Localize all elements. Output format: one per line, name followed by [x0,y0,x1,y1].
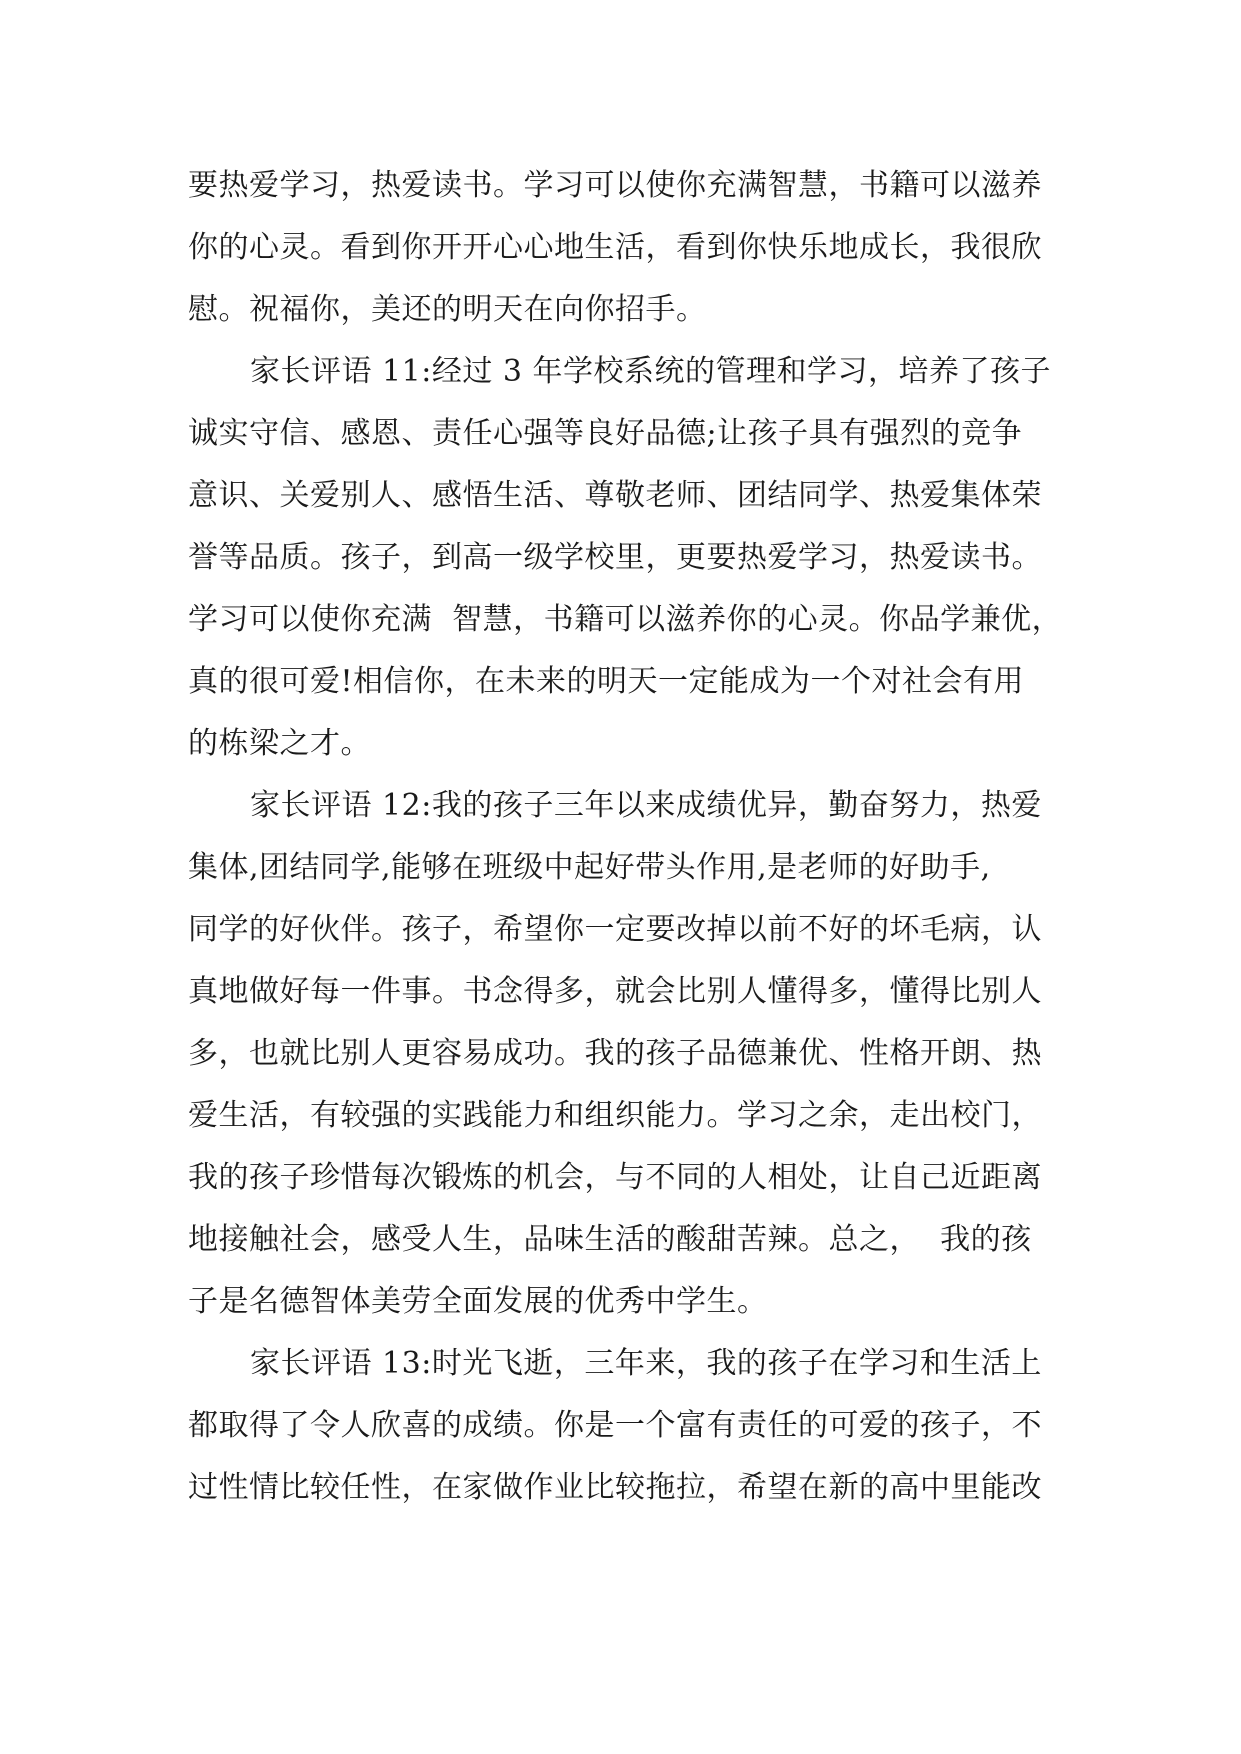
paragraph-line: 我的孩子珍惜每次锻炼的机会，与不同的人相处，让自己近距离 [188,1160,1042,1195]
paragraph-line: 意识、关爱别人、感悟生活、尊敬老师、团结同学、热爱集体荣 [188,478,1042,513]
paragraph-first-line: 家长评语 13:时光飞逝，三年来，我的孩子在学习和生活上 [250,1346,1042,1381]
paragraph-line: 子是名德智体美劳全面发展的优秀中学生。 [188,1284,768,1319]
paragraph-line: 集体,团结同学,能够在班级中起好带头作用,是老师的好助手, [188,850,991,885]
paragraph-line: 爱生活，有较强的实践能力和组织能力。学习之余，走出校门， [188,1098,1042,1133]
paragraph-line: 慰。祝福你，美还的明天在向你招手。 [188,292,707,327]
paragraph-line: 多，也就比别人更容易成功。我的孩子品德兼优、性格开朗、热 [188,1036,1042,1071]
paragraph-first-line: 家长评语 11:经过 3 年学校系统的管理和学习，培养了孩子 [250,354,1051,389]
paragraph-line: 诚实守信、感恩、责任心强等良好品德;让孩子具有强烈的竞争 [188,416,1023,451]
paragraph-line: 要热爱学习，热爱读书。学习可以使你充满智慧，书籍可以滋养 [188,168,1042,203]
paragraph-first-line: 家长评语 12:我的孩子三年以来成绩优异，勤奋努力，热爱 [250,788,1042,823]
paragraph-line: 同学的好伙伴。孩子，希望你一定要改掉以前不好的坏毛病，认 [188,912,1042,947]
paragraph-line: 学习可以使你充满 智慧，书籍可以滋养你的心灵。你品学兼优， [188,602,1063,637]
paragraph-line: 都取得了令人欣喜的成绩。你是一个富有责任的可爱的孩子，不 [188,1408,1042,1443]
paragraph-line: 真地做好每一件事。书念得多，就会比别人懂得多，懂得比别人 [188,974,1042,1009]
paragraph-line: 地接触社会，感受人生，品味生活的酸甜苦辣。总之， 我的孩 [188,1222,1032,1257]
paragraph-line: 过性情比较任性，在家做作业比较拖拉，希望在新的高中里能改 [188,1470,1042,1505]
paragraph-line: 誉等品质。孩子，到高一级学校里，更要热爱学习，热爱读书。 [188,540,1042,575]
paragraph-line: 你的心灵。看到你开开心心地生活，看到你快乐地成长，我很欣 [188,230,1042,265]
document-body [188,155,1063,1519]
paragraph-line: 的栋梁之才。 [188,726,371,761]
paragraph-line: 真的很可爱!相信你，在未来的明天一定能成为一个对社会有用 [188,664,1025,699]
